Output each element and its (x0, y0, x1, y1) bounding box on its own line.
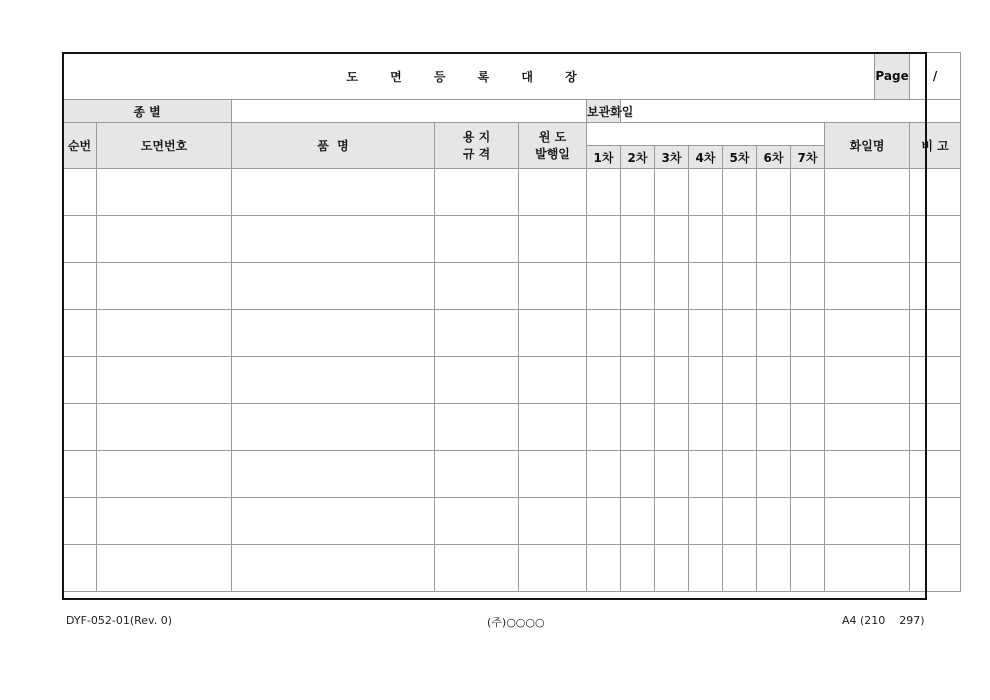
rev-3-cell[interactable] (655, 451, 689, 498)
rev-1-cell[interactable] (587, 169, 621, 216)
seq-cell[interactable] (63, 169, 97, 216)
remarks-cell[interactable] (910, 451, 961, 498)
paper-size-cell[interactable] (435, 310, 519, 357)
rev-2-cell[interactable] (621, 216, 655, 263)
rev-6-cell[interactable] (757, 451, 791, 498)
rev-4-cell[interactable] (689, 357, 723, 404)
revision-group-header (587, 123, 825, 146)
drawing-no-cell[interactable] (97, 498, 232, 545)
rev-2-cell[interactable] (621, 451, 655, 498)
rev-5-cell[interactable] (723, 545, 757, 592)
drawing-no-cell[interactable] (97, 263, 232, 310)
col-original-line2: 발행일 (535, 146, 570, 161)
paper-size-cell[interactable] (435, 498, 519, 545)
issue-date-cell[interactable] (519, 263, 587, 310)
seq-cell[interactable] (63, 404, 97, 451)
rev-3-cell[interactable] (655, 263, 689, 310)
rev-1-cell[interactable] (587, 216, 621, 263)
rev-1-cell[interactable] (587, 545, 621, 592)
item-name-cell[interactable] (232, 404, 435, 451)
rev-4-cell[interactable] (689, 216, 723, 263)
page-number-field[interactable]: / (910, 53, 961, 100)
col-rev-2: 2차 (621, 146, 655, 169)
issue-date-cell[interactable] (519, 216, 587, 263)
seq-cell[interactable] (63, 451, 97, 498)
rev-5-cell[interactable] (723, 357, 757, 404)
file-name-cell[interactable] (825, 216, 910, 263)
item-name-cell[interactable] (232, 498, 435, 545)
rev-1-cell[interactable] (587, 404, 621, 451)
issue-date-cell[interactable] (519, 357, 587, 404)
table-row (63, 545, 961, 592)
page-label: Page (875, 53, 910, 100)
col-remarks: 비 고 (910, 123, 961, 169)
seq-cell[interactable] (63, 498, 97, 545)
col-paper-size-line1: 용 지 (462, 129, 491, 144)
rev-2-cell[interactable] (621, 263, 655, 310)
rev-2-cell[interactable] (621, 498, 655, 545)
remarks-cell[interactable] (910, 310, 961, 357)
file-name-cell[interactable] (825, 404, 910, 451)
rev-4-cell[interactable] (689, 451, 723, 498)
rev-7-cell[interactable] (791, 357, 825, 404)
item-name-cell[interactable] (232, 216, 435, 263)
rev-5-cell[interactable] (723, 169, 757, 216)
rev-6-cell[interactable] (757, 404, 791, 451)
rev-7-cell[interactable] (791, 216, 825, 263)
table-row (63, 404, 961, 451)
col-seq: 순번 (63, 123, 97, 169)
paper-size-cell[interactable] (435, 404, 519, 451)
storage-file-field[interactable] (621, 100, 961, 123)
paper-size-cell[interactable] (435, 545, 519, 592)
col-rev-7: 7차 (791, 146, 825, 169)
paper-size-cell[interactable] (435, 169, 519, 216)
rev-3-cell[interactable] (655, 310, 689, 357)
rev-7-cell[interactable] (791, 498, 825, 545)
rev-2-cell[interactable] (621, 310, 655, 357)
col-drawing-no: 도면번호 (97, 123, 232, 169)
category-label: 종 별 (63, 100, 232, 123)
table-row (63, 263, 961, 310)
rev-2-cell[interactable] (621, 545, 655, 592)
item-name-cell[interactable] (232, 451, 435, 498)
rev-1-cell[interactable] (587, 357, 621, 404)
rev-7-cell[interactable] (791, 169, 825, 216)
remarks-cell[interactable] (910, 169, 961, 216)
rev-2-cell[interactable] (621, 404, 655, 451)
remarks-cell[interactable] (910, 545, 961, 592)
seq-cell[interactable] (63, 310, 97, 357)
rev-7-cell[interactable] (791, 451, 825, 498)
col-rev-4: 4차 (689, 146, 723, 169)
seq-cell[interactable] (63, 545, 97, 592)
paper-size-cell[interactable] (435, 216, 519, 263)
col-original-issue-date (519, 123, 587, 169)
col-rev-1: 1차 (587, 146, 621, 169)
issue-date-cell[interactable] (519, 310, 587, 357)
remarks-cell[interactable] (910, 263, 961, 310)
rev-5-cell[interactable] (723, 310, 757, 357)
table-row (63, 498, 961, 545)
file-name-cell[interactable] (825, 169, 910, 216)
rev-1-cell[interactable] (587, 498, 621, 545)
rev-4-cell[interactable] (689, 498, 723, 545)
rev-5-cell[interactable] (723, 498, 757, 545)
form-code: DYF-052-01(Rev. 0) (66, 614, 172, 627)
issue-date-cell[interactable] (519, 404, 587, 451)
table-row (63, 310, 961, 357)
table-body (63, 169, 961, 592)
rev-4-cell[interactable] (689, 404, 723, 451)
rev-7-cell[interactable] (791, 263, 825, 310)
remarks-cell[interactable] (910, 498, 961, 545)
col-file-name: 화일명 (825, 123, 910, 169)
item-name-cell[interactable] (232, 263, 435, 310)
drawing-no-cell[interactable] (97, 451, 232, 498)
rev-7-cell[interactable] (791, 545, 825, 592)
rev-5-cell[interactable] (723, 263, 757, 310)
rev-6-cell[interactable] (757, 216, 791, 263)
col-rev-6: 6차 (757, 146, 791, 169)
rev-7-cell[interactable] (791, 310, 825, 357)
rev-2-cell[interactable] (621, 357, 655, 404)
table-row (63, 216, 961, 263)
rev-3-cell[interactable] (655, 169, 689, 216)
rev-4-cell[interactable] (689, 169, 723, 216)
col-paper-size-line2: 규 격 (462, 146, 491, 161)
rev-2-cell[interactable] (621, 169, 655, 216)
col-paper-size (435, 123, 519, 169)
table-row (63, 169, 961, 216)
rev-5-cell[interactable] (723, 451, 757, 498)
rev-6-cell[interactable] (757, 263, 791, 310)
register-table (62, 52, 961, 592)
col-rev-3: 3차 (655, 146, 689, 169)
company-name: (주)○○○○ (487, 616, 545, 629)
drawing-no-cell[interactable] (97, 545, 232, 592)
paper-size-note: A4 (210 297) (842, 614, 925, 627)
rev-1-cell[interactable] (587, 451, 621, 498)
item-name-cell[interactable] (232, 545, 435, 592)
issue-date-cell[interactable] (519, 169, 587, 216)
item-name-cell[interactable] (232, 310, 435, 357)
rev-3-cell[interactable] (655, 498, 689, 545)
issue-date-cell[interactable] (519, 545, 587, 592)
paper-size-cell[interactable] (435, 451, 519, 498)
col-original-line1: 원 도 (538, 129, 567, 144)
drawing-no-cell[interactable] (97, 310, 232, 357)
col-item-name: 품 명 (232, 123, 435, 169)
drawing-no-cell[interactable] (97, 216, 232, 263)
remarks-cell[interactable] (910, 357, 961, 404)
item-name-cell[interactable] (232, 357, 435, 404)
category-field[interactable] (232, 100, 587, 123)
rev-1-cell[interactable] (587, 263, 621, 310)
rev-4-cell[interactable] (689, 310, 723, 357)
rev-4-cell[interactable] (689, 263, 723, 310)
col-rev-5: 5차 (723, 146, 757, 169)
issue-date-cell[interactable] (519, 451, 587, 498)
paper-size-cell[interactable] (435, 357, 519, 404)
rev-3-cell[interactable] (655, 404, 689, 451)
drawing-no-cell[interactable] (97, 357, 232, 404)
rev-6-cell[interactable] (757, 498, 791, 545)
drawing-no-cell[interactable] (97, 169, 232, 216)
remarks-cell[interactable] (910, 216, 961, 263)
rev-6-cell[interactable] (757, 169, 791, 216)
rev-6-cell[interactable] (757, 357, 791, 404)
rev-5-cell[interactable] (723, 216, 757, 263)
rev-7-cell[interactable] (791, 404, 825, 451)
rev-3-cell[interactable] (655, 545, 689, 592)
rev-4-cell[interactable] (689, 545, 723, 592)
seq-cell[interactable] (63, 216, 97, 263)
seq-cell[interactable] (63, 357, 97, 404)
storage-file-label: 보관화일 (587, 100, 621, 123)
rev-1-cell[interactable] (587, 310, 621, 357)
file-name-cell[interactable] (825, 498, 910, 545)
table-row (63, 451, 961, 498)
file-name-cell[interactable] (825, 451, 910, 498)
remarks-cell[interactable] (910, 404, 961, 451)
drawing-register-form (62, 52, 949, 598)
rev-5-cell[interactable] (723, 404, 757, 451)
file-name-cell[interactable] (825, 357, 910, 404)
file-name-cell[interactable] (825, 263, 910, 310)
rev-6-cell[interactable] (757, 310, 791, 357)
rev-6-cell[interactable] (757, 545, 791, 592)
file-name-cell[interactable] (825, 545, 910, 592)
paper-size-cell[interactable] (435, 263, 519, 310)
drawing-no-cell[interactable] (97, 404, 232, 451)
table-row (63, 357, 961, 404)
seq-cell[interactable] (63, 263, 97, 310)
form-title: 도 면 등 록 대 장 (63, 53, 875, 100)
issue-date-cell[interactable] (519, 498, 587, 545)
rev-3-cell[interactable] (655, 216, 689, 263)
file-name-cell[interactable] (825, 310, 910, 357)
rev-3-cell[interactable] (655, 357, 689, 404)
item-name-cell[interactable] (232, 169, 435, 216)
